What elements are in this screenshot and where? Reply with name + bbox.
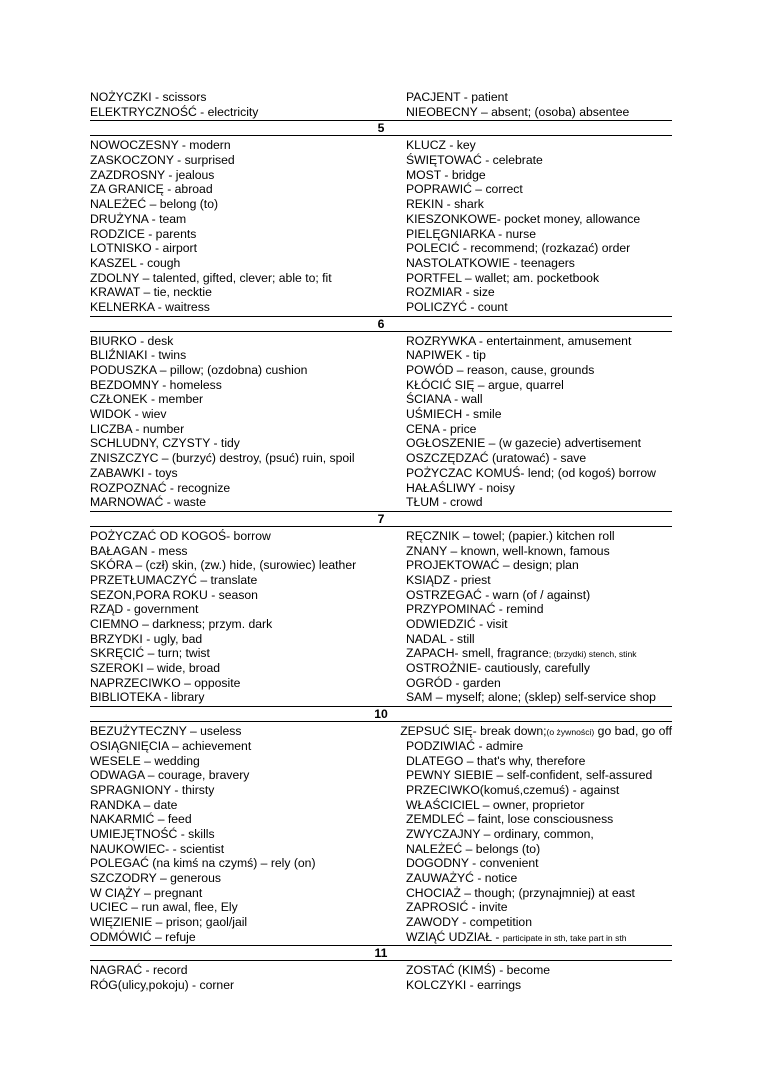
polish-english-entry	[406, 392, 672, 407]
vocab-row	[90, 378, 672, 393]
vocab-row	[90, 842, 672, 857]
polish-english-entry: BIURKO - desk	[90, 333, 174, 348]
vocab-row	[90, 724, 672, 739]
entry-text: DOGODNY - convenient	[406, 856, 539, 871]
polish-english-entry: SEZON,PORA ROKU - season	[90, 587, 258, 602]
entry-text: ZNANY – known, well-known, famous	[406, 543, 610, 558]
polish-english-entry	[406, 558, 672, 573]
polish-english-entry	[406, 212, 672, 227]
vocab-row	[90, 363, 672, 378]
vocab-row	[90, 466, 672, 481]
polish-english-entry	[406, 856, 672, 871]
section-rows	[90, 334, 672, 510]
polish-english-entry: ELEKTRYCZNOŚĆ - electricity	[90, 104, 259, 119]
entry-text: ZOSTAĆ (KIMŚ) - become	[406, 963, 551, 978]
polish-english-entry: NAGRAĆ - record	[90, 963, 188, 978]
polish-english-entry	[406, 842, 672, 857]
vocab-row	[90, 105, 672, 120]
polish-english-entry: LOTNISKO - airport	[90, 241, 198, 256]
entry-text: CENA - price	[406, 421, 477, 436]
entry-text: MOST - bridge	[406, 167, 486, 182]
vocabulary-page	[90, 90, 672, 993]
entry-text: PODZIWIAĆ - admire	[406, 738, 524, 753]
entry-text: REKIN - shark	[406, 197, 484, 212]
polish-english-entry: BRZYDKI - ugly, bad	[90, 631, 203, 646]
polish-english-entry	[406, 900, 672, 915]
entry-text: ROZMIAR - size	[406, 285, 495, 300]
polish-english-entry	[406, 754, 672, 769]
section-rows	[90, 529, 672, 705]
polish-english-entry: SZEROKI – wide, broad	[90, 661, 221, 676]
polish-english-entry	[406, 168, 672, 183]
entry-text: PIELĘGNIARKA - nurse	[406, 226, 537, 241]
vocab-row	[90, 197, 672, 212]
vocab-row	[90, 588, 672, 603]
polish-english-entry	[406, 690, 672, 705]
polish-english-entry	[406, 285, 672, 300]
polish-english-entry: CZŁONEK - member	[90, 392, 204, 407]
vocab-row	[90, 481, 672, 496]
vocab-row	[90, 963, 672, 978]
entry-text: ROZRYWKA - entertainment, amusement	[406, 333, 632, 348]
entry-text: PROJEKTOWAĆ – design; plan	[406, 558, 579, 573]
polish-english-entry	[406, 466, 672, 481]
entry-text: NAPIWEK - tip	[406, 348, 486, 363]
entry-text: ODWIEDZIĆ - visit	[406, 617, 508, 631]
polish-english-entry: ZA GRANICĘ - abroad	[90, 182, 213, 197]
entry-text: WŁAŚCICIEL – owner, proprietor	[406, 797, 585, 812]
polish-english-entry	[406, 915, 672, 930]
polish-english-entry: SPRAGNIONY - thirsty	[90, 782, 215, 797]
vocab-row	[90, 871, 672, 886]
entry-text: WZIĄĆ UDZIAŁ -	[406, 929, 503, 944]
vocab-row	[90, 602, 672, 617]
polish-english-entry	[406, 182, 672, 197]
polish-english-entry: UMIEJĘTNOŚĆ - skills	[90, 826, 215, 841]
entry-small-note: participate in sth, take part in sth	[502, 932, 627, 943]
polish-english-entry: POŻYCZAĆ OD KOGOŚ- borrow	[90, 528, 271, 543]
entry-text: ŚCIANA - wall	[406, 392, 483, 407]
entry-small-note: ; (brzydki) stench, stink	[548, 649, 637, 660]
entry-text: ZAUWAŻYĆ - notice	[406, 871, 518, 885]
polish-english-entry: KASZEL - cough	[90, 255, 181, 270]
vocab-row	[90, 451, 672, 466]
polish-english-entry: KRAWAT – tie, necktie	[90, 285, 212, 300]
entry-text: PRZECIWKO(komuś,czemuś) - against	[406, 782, 620, 797]
entry-text: OSTRZEGAĆ - warn (of / against)	[406, 587, 591, 602]
entry-text: POPRAWIĆ – correct	[406, 182, 523, 197]
polish-english-entry	[406, 436, 672, 451]
polish-english-entry	[406, 886, 672, 901]
polish-english-entry	[406, 602, 672, 617]
polish-english-entry	[406, 422, 672, 437]
vocab-row	[90, 661, 672, 676]
polish-english-entry: NAPRZECIWKO – opposite	[90, 675, 241, 690]
vocab-row	[90, 856, 672, 871]
entry-text: KLUCZ - key	[406, 138, 476, 153]
polish-english-entry: SKÓRA – (czł) skin, (zw.) hide, (surowiec) leather	[90, 558, 357, 573]
entry-text: ŚWIĘTOWAĆ - celebrate	[406, 153, 543, 168]
polish-english-entry: DRUŻYNA - team	[90, 211, 187, 226]
polish-english-entry: NAKARMIĆ – feed	[90, 812, 192, 827]
polish-english-entry: NIEOBECNY – absent; (osoba) absentee	[406, 104, 630, 119]
vocab-row	[90, 241, 672, 256]
polish-english-entry: SKRĘCIĆ – turn; twist	[90, 646, 210, 661]
vocab-row	[90, 168, 672, 183]
entry-text: OSZCZĘDZAĆ (uratować) - save	[406, 451, 587, 466]
polish-english-entry	[406, 963, 672, 978]
polish-english-entry: ZNISZCZYC – (burzyć) destroy, (psuć) ruin, spoil	[90, 451, 355, 466]
entry-text: DLATEGO – that's why, therefore	[406, 753, 586, 768]
section-rows	[90, 724, 672, 944]
entry-text: HAŁAŚLIWY - noisy	[406, 480, 515, 495]
polish-english-entry	[406, 451, 672, 466]
entry-text: PRZYPOMINAĆ - remind	[406, 602, 544, 617]
vocab-row	[90, 978, 672, 993]
polish-english-entry	[406, 588, 672, 603]
entry-text: ZEPSUĆ SIĘ- break down;	[400, 724, 547, 739]
vocab-row	[90, 407, 672, 422]
polish-english-entry: UCIEC – run awal, flee, Ely	[90, 900, 238, 915]
vocab-row	[90, 227, 672, 242]
polish-english-entry: PRZETŁUMACZYĆ – translate	[90, 572, 258, 587]
polish-english-entry	[406, 573, 672, 588]
polish-english-entry	[406, 153, 672, 168]
vocab-row	[90, 915, 672, 930]
polish-english-entry	[406, 930, 672, 945]
polish-english-entry	[406, 363, 672, 378]
entry-text: ZWYCZAJNY – ordinary, common,	[406, 826, 594, 841]
entry-text: NALEŻEĆ – belongs (to)	[406, 841, 541, 856]
top-rows	[90, 90, 672, 119]
entry-text-tail: go bad, go off	[594, 724, 672, 739]
vocab-row	[90, 285, 672, 300]
polish-english-entry: MARNOWAĆ - waste	[90, 495, 207, 510]
vocab-row	[90, 827, 672, 842]
entry-text: PORTFEL – wallet; am. pocketbook	[406, 270, 600, 285]
vocab-row	[90, 212, 672, 227]
polish-english-entry	[406, 227, 672, 242]
polish-english-entry: NOWOCZESNY - modern	[90, 138, 231, 153]
entry-text: SAM – myself; alone; (sklep) self-service shop	[406, 690, 656, 705]
vocab-row	[90, 300, 672, 315]
polish-english-entry	[406, 348, 672, 363]
entry-text: POWÓD – reason, cause, grounds	[406, 363, 595, 377]
polish-english-entry	[406, 241, 672, 256]
polish-english-entry: ZDOLNY – talented, gifted, clever; able to; fit	[90, 270, 332, 285]
polish-english-entry	[406, 646, 672, 661]
entry-text: NASTOLATKOWIE - teenagers	[406, 255, 575, 270]
polish-english-entry: WIĘZIENIE – prison; gaol/jail	[90, 915, 248, 930]
vocab-row	[90, 334, 672, 349]
lesson-number-header: 11	[90, 945, 672, 961]
polish-english-entry	[406, 676, 672, 691]
lesson-number-header: 7	[90, 511, 672, 527]
vocab-row	[90, 90, 672, 105]
polish-english-entry: SCHLUDNY, CZYSTY - tidy	[90, 436, 240, 451]
vocab-row	[90, 392, 672, 407]
polish-english-entry: LICZBA - number	[90, 421, 185, 436]
polish-english-entry: PACJENT - patient	[406, 90, 508, 104]
entry-text: CHOCIAŻ – though; (przynajmniej) at east	[406, 885, 635, 900]
vocab-row	[90, 271, 672, 286]
polish-english-entry: RODZICE - parents	[90, 226, 197, 241]
vocab-row	[90, 812, 672, 827]
entry-small-note: (o żywności)	[546, 727, 595, 738]
polish-english-entry	[406, 334, 672, 349]
vocab-row	[90, 754, 672, 769]
polish-english-entry	[406, 739, 672, 754]
polish-english-entry: POLEGAĆ (na kimś na czymś) – rely (on)	[90, 856, 316, 871]
vocab-row	[90, 558, 672, 573]
vocab-row	[90, 495, 672, 510]
entry-text: OGRÓD - garden	[406, 675, 501, 690]
entry-text: KIESZONKOWE- pocket money, allowance	[406, 211, 641, 226]
vocab-row	[90, 573, 672, 588]
vocab-row	[90, 739, 672, 754]
polish-english-entry: CIEMNO – darkness; przym. dark	[90, 617, 273, 631]
vocab-row	[90, 690, 672, 705]
vocabulary-sections	[90, 120, 672, 992]
polish-english-entry: ZABAWKI - toys	[90, 465, 178, 480]
vocab-row	[90, 798, 672, 813]
entry-text: NADAL - still	[406, 631, 475, 646]
polish-english-entry: ROZPOZNAĆ - recognize	[90, 480, 231, 495]
polish-english-entry: BEZUŻYTECZNY – useless	[90, 724, 242, 739]
entry-text: ZAWODY - competition	[406, 915, 532, 930]
polish-english-entry	[406, 197, 672, 212]
polish-english-entry	[406, 783, 672, 798]
entry-text: KŁÓCIĆ SIĘ – argue, quarrel	[406, 377, 564, 392]
entry-text: PEWNY SIEBIE – self-confident, self-assured	[406, 768, 653, 783]
vocab-row	[90, 422, 672, 437]
polish-english-entry	[406, 768, 672, 783]
polish-english-entry: RANDKA – date	[90, 797, 178, 812]
polish-english-entry: WIDOK - wiev	[90, 407, 167, 422]
polish-english-entry	[406, 529, 672, 544]
polish-english-entry: BLIŹNIAKI - twins	[90, 348, 187, 363]
polish-english-entry: NOŻYCZKI - scissors	[90, 90, 207, 104]
vocab-row	[90, 529, 672, 544]
polish-english-entry	[406, 827, 672, 842]
polish-english-entry	[406, 632, 672, 647]
polish-english-entry	[406, 544, 672, 559]
entry-text: KOLCZYKI - earrings	[406, 978, 522, 993]
entry-text: TŁUM - crowd	[406, 495, 483, 510]
section-rows	[90, 963, 672, 992]
entry-text: OGŁOSZENIE – (w gazecie) advertisement	[406, 436, 642, 451]
polish-english-entry	[406, 378, 672, 393]
entry-text: OSTROŻNIE- cautiously, carefully	[406, 661, 590, 676]
polish-english-entry	[400, 724, 672, 739]
polish-english-entry: W CIĄŻY – pregnant	[90, 885, 203, 900]
polish-english-entry: ZAZDROSNY - jealous	[90, 167, 215, 182]
entry-text: ZAPROSIĆ - invite	[406, 900, 508, 915]
lesson-number-header: 10	[90, 706, 672, 722]
vocab-row	[90, 886, 672, 901]
polish-english-entry	[406, 812, 672, 827]
vocab-row	[90, 617, 672, 632]
polish-english-entry: KELNERKA - waitress	[90, 299, 210, 314]
entry-text: POLICZYĆ - count	[406, 299, 508, 314]
polish-english-entry: OSIĄGNIĘCIA – achievement	[90, 738, 252, 753]
polish-english-entry	[406, 617, 672, 632]
polish-english-entry: ODMÓWIĆ – refuje	[90, 929, 196, 944]
polish-english-entry: BAŁAGAN - mess	[90, 543, 188, 558]
polish-english-entry: BIBLIOTEKA - library	[90, 690, 205, 705]
vocab-row	[90, 646, 672, 661]
polish-english-entry	[406, 661, 672, 676]
entry-text: POLECIĆ - recommend; (rozkazać) order	[406, 241, 631, 256]
polish-english-entry: ZASKOCZONY - surprised	[90, 153, 235, 168]
entry-text: RĘCZNIK – towel; (papier.) kitchen roll	[406, 528, 615, 543]
polish-english-entry: RZĄD - government	[90, 602, 199, 617]
polish-english-entry: WESELE – wedding	[90, 753, 200, 768]
polish-english-entry: BEZDOMNY - homeless	[90, 377, 222, 392]
polish-english-entry: SZCZODRY – generous	[90, 871, 221, 885]
polish-english-entry	[406, 407, 672, 422]
polish-english-entry: RÓG(ulicy,pokoju) - corner	[90, 978, 235, 993]
vocab-row	[90, 256, 672, 271]
entry-text: ZEMDLEĆ – faint, lose consciousness	[406, 812, 614, 827]
lesson-number-header: 5	[90, 120, 672, 136]
polish-english-entry	[406, 300, 672, 315]
polish-english-entry: ODWAGA – courage, bravery	[90, 768, 250, 783]
entry-text: ZAPACH- smell, fragrance	[406, 646, 549, 661]
vocab-row	[90, 138, 672, 153]
polish-english-entry	[406, 798, 672, 813]
vocab-row	[90, 182, 672, 197]
polish-english-entry	[406, 256, 672, 271]
section-rows	[90, 138, 672, 314]
polish-english-entry	[406, 495, 672, 510]
vocab-row	[90, 436, 672, 451]
polish-english-entry	[406, 871, 672, 886]
entry-text: UŚMIECH - smile	[406, 407, 502, 422]
vocab-row	[90, 768, 672, 783]
polish-english-entry	[406, 481, 672, 496]
vocab-row	[90, 153, 672, 168]
polish-english-entry: NALEŻEĆ – belong (to)	[90, 197, 219, 212]
vocab-row	[90, 900, 672, 915]
vocab-row	[90, 632, 672, 647]
lesson-number-header: 6	[90, 316, 672, 332]
entry-text: KSIĄDZ - priest	[406, 572, 491, 587]
entry-text: POŻYCZAC KOMUŚ- lend; (od kogoś) borrow	[406, 465, 656, 480]
vocab-row	[90, 676, 672, 691]
vocab-row	[90, 783, 672, 798]
polish-english-entry	[406, 978, 672, 993]
vocab-row	[90, 930, 672, 945]
vocab-row	[90, 348, 672, 363]
polish-english-entry	[406, 138, 672, 153]
polish-english-entry: NAUKOWIEC- - scientist	[90, 841, 225, 856]
vocab-row	[90, 544, 672, 559]
polish-english-entry: PODUSZKA – pillow; (ozdobna) cushion	[90, 363, 308, 377]
polish-english-entry	[406, 271, 672, 286]
